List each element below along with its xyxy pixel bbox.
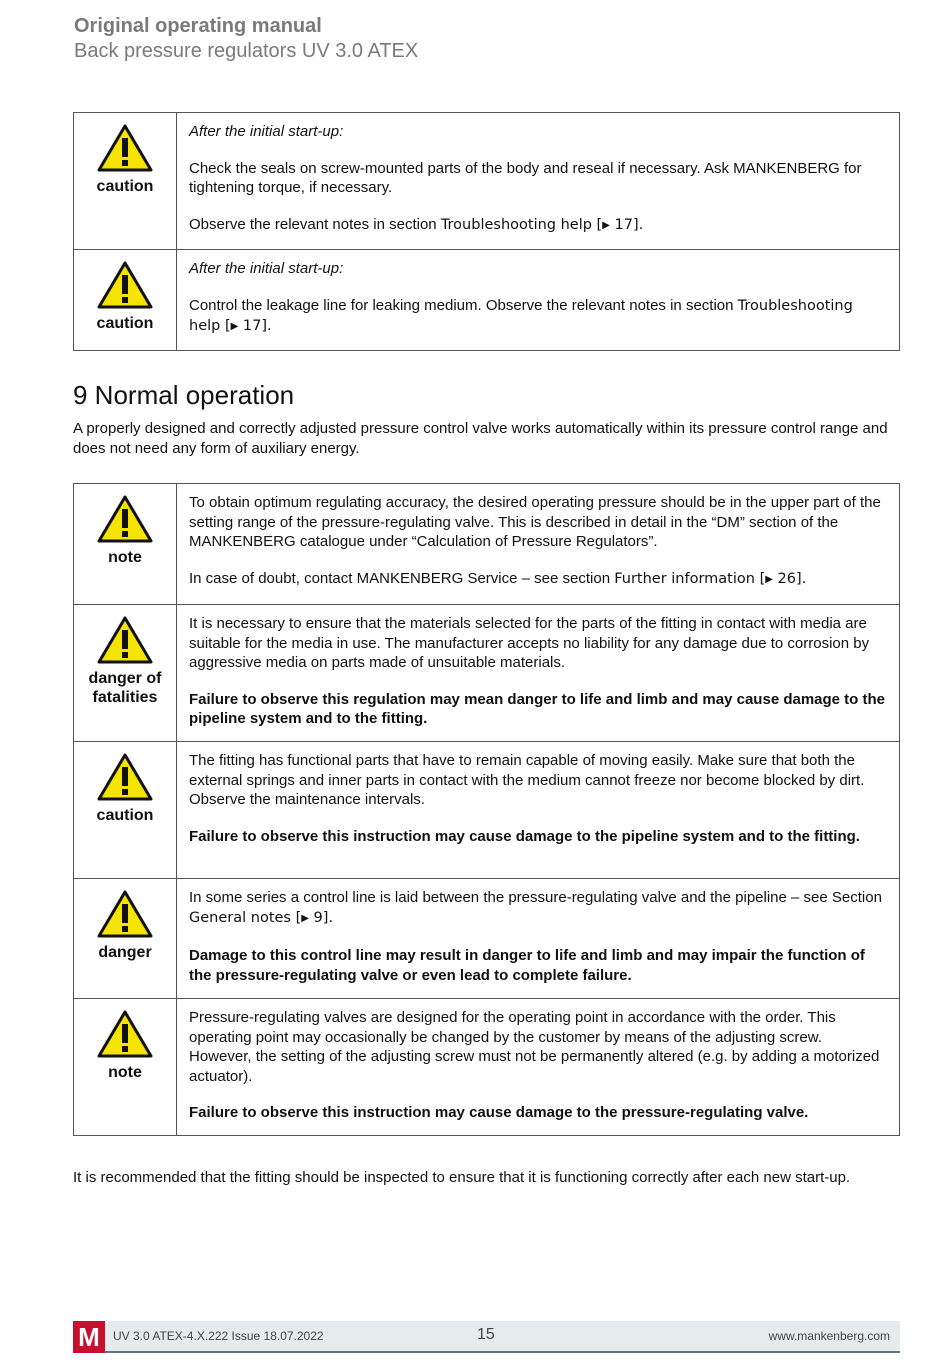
reference-title: Further information [	[614, 570, 766, 587]
warning-triangle-icon	[96, 889, 154, 939]
signal-word: note	[108, 549, 142, 566]
note-text-cell	[177, 113, 900, 250]
signal-cell	[74, 999, 177, 1136]
warning-triangle-icon	[96, 615, 154, 665]
note-text: Control the leakage line for leaking medium. Observe the relevant notes in section	[189, 296, 738, 314]
warning-triangle-icon	[96, 123, 154, 173]
note-warning: Damage to this control line may result in danger to life and limb and may impair the function of the pressure-regulating valve or even lead to complete failure.	[189, 947, 865, 984]
note-text: In some series a control line is laid between the pressure-regulating valve and the pipeline – see Section	[189, 889, 882, 906]
signal-cell	[74, 879, 177, 999]
note-paragraph	[189, 215, 887, 237]
signal-word: caution	[96, 315, 154, 332]
note-row	[74, 879, 900, 999]
note-text-cell	[177, 999, 900, 1136]
arrow-right-icon: ▶	[301, 912, 309, 924]
signal-word: danger	[98, 944, 152, 961]
signal-word: caution	[96, 807, 154, 824]
cross-reference-link[interactable]	[441, 217, 643, 233]
note-paragraph: It is necessary to ensure that the materials selected for the parts of the fitting in contact with media are suitable for the media in use. The manufacturer accepts no liability for any damage due to corrosion by aggressive media on parts made of unsuitable materials.	[189, 615, 870, 671]
startup-notes-table	[73, 112, 900, 351]
note-text-cell	[177, 742, 900, 879]
note-paragraph	[189, 888, 887, 929]
warning-triangle-icon	[96, 1009, 154, 1059]
doc-subtitle: Back pressure regulators UV 3.0 ATEX	[74, 40, 419, 62]
note-row	[74, 113, 900, 250]
doc-title: Original operating manual	[74, 15, 322, 37]
reference-title: Troubleshooting help [	[440, 216, 603, 233]
note-heading: After the initial start-up:	[189, 260, 344, 277]
note-paragraph: Check the seals on screw-mounted parts of the body and reseal if necessary. Ask MANKENBERG for tightening torque, if necessary.	[189, 159, 862, 196]
arrow-right-icon: ▶	[602, 219, 610, 231]
page-footer	[73, 1321, 900, 1353]
note-row	[74, 250, 900, 351]
signal-word	[74, 669, 176, 707]
mankenberg-logo: M	[73, 1321, 105, 1353]
warning-triangle-icon	[96, 752, 154, 802]
note-row	[74, 999, 900, 1136]
signal-word-line: fatalities	[92, 689, 158, 706]
reference-page: 9].	[308, 909, 334, 926]
note-text: Observe the relevant notes in section	[189, 215, 441, 233]
note-paragraph	[189, 569, 887, 591]
reference-page: 17].	[609, 216, 644, 233]
arrow-right-icon: ▶	[765, 573, 773, 585]
note-text-cell	[177, 250, 900, 351]
note-text-cell	[177, 605, 900, 742]
signal-cell	[74, 605, 177, 742]
warning-triangle-icon	[96, 494, 154, 544]
note-heading: After the initial start-up:	[189, 123, 344, 140]
signal-cell	[74, 250, 177, 351]
signal-word-line: danger of	[88, 670, 162, 687]
arrow-right-icon: ▶	[230, 321, 239, 332]
note-text-cell	[177, 879, 900, 999]
note-row	[74, 742, 900, 879]
signal-cell	[74, 484, 177, 605]
note-paragraph: To obtain optimum regulating accuracy, the desired operating pressure should be in the upper part of the setting range of the pressure-regulating valve. This is described in detail in the “DM” section of the MANKENBERG catalogue under “Calculation of Pressure Regulators”.	[189, 494, 881, 550]
note-warning: Failure to observe this regulation may mean danger to life and limb and may cause damage to the pipeline system and to the fitting.	[189, 690, 886, 727]
cross-reference-link[interactable]	[189, 910, 333, 926]
page-header	[74, 14, 418, 64]
note-text: In case of doubt, contact MANKENBERG Service – see section	[189, 569, 615, 587]
closing-paragraph: It is recommended that the fitting should be inspected to ensure that it is functioning correctly after each new start-up.	[73, 1169, 851, 1186]
reference-title: Troubleshooting help [	[189, 297, 853, 334]
note-paragraph	[189, 296, 887, 338]
signal-word: caution	[96, 178, 154, 195]
reference-page: 26].	[772, 570, 807, 587]
note-row	[74, 605, 900, 742]
note-paragraph: The fitting has functional parts that have to remain capable of moving easily. Make sure that both the external springs and inner parts in contact with the medium cannot freeze nor become blocked by dirt. Observe the maintenance intervals.	[189, 752, 865, 808]
note-warning: Failure to observe this instruction may cause damage to the pressure-regulating valve.	[189, 1104, 809, 1121]
signal-cell	[74, 113, 177, 250]
reference-page: 17].	[238, 318, 272, 334]
issue-info: UV 3.0 ATEX-4.X.222 Issue 18.07.2022	[113, 1329, 324, 1343]
cross-reference-link[interactable]	[614, 571, 806, 587]
warning-triangle-icon	[96, 260, 154, 310]
note-paragraph: Pressure-regulating valves are designed for the operating point in accordance with the order. This operating point may occasionally be changed by the customer by means of the adjusting screw. However, the setting of the adjusting screw must not be permanently altered (e.g. by adding a motorized actuator).	[189, 1009, 880, 1085]
section-heading: 9 Normal operation	[73, 380, 295, 410]
section-intro: A properly designed and correctly adjusted pressure control valve works automatically within its pressure control range and does not need any form of auxiliary energy.	[73, 420, 888, 457]
operation-notes-table	[73, 483, 900, 1136]
reference-title: General notes [	[189, 909, 302, 926]
page-number: 15	[477, 1326, 495, 1343]
note-warning: Failure to observe this instruction may cause damage to the pipeline system and to the fitting.	[189, 827, 860, 845]
website-link[interactable]: www.mankenberg.com	[768, 1329, 890, 1343]
note-text-cell	[177, 484, 900, 605]
note-row	[74, 484, 900, 605]
signal-word: note	[108, 1064, 142, 1081]
signal-cell	[74, 742, 177, 879]
